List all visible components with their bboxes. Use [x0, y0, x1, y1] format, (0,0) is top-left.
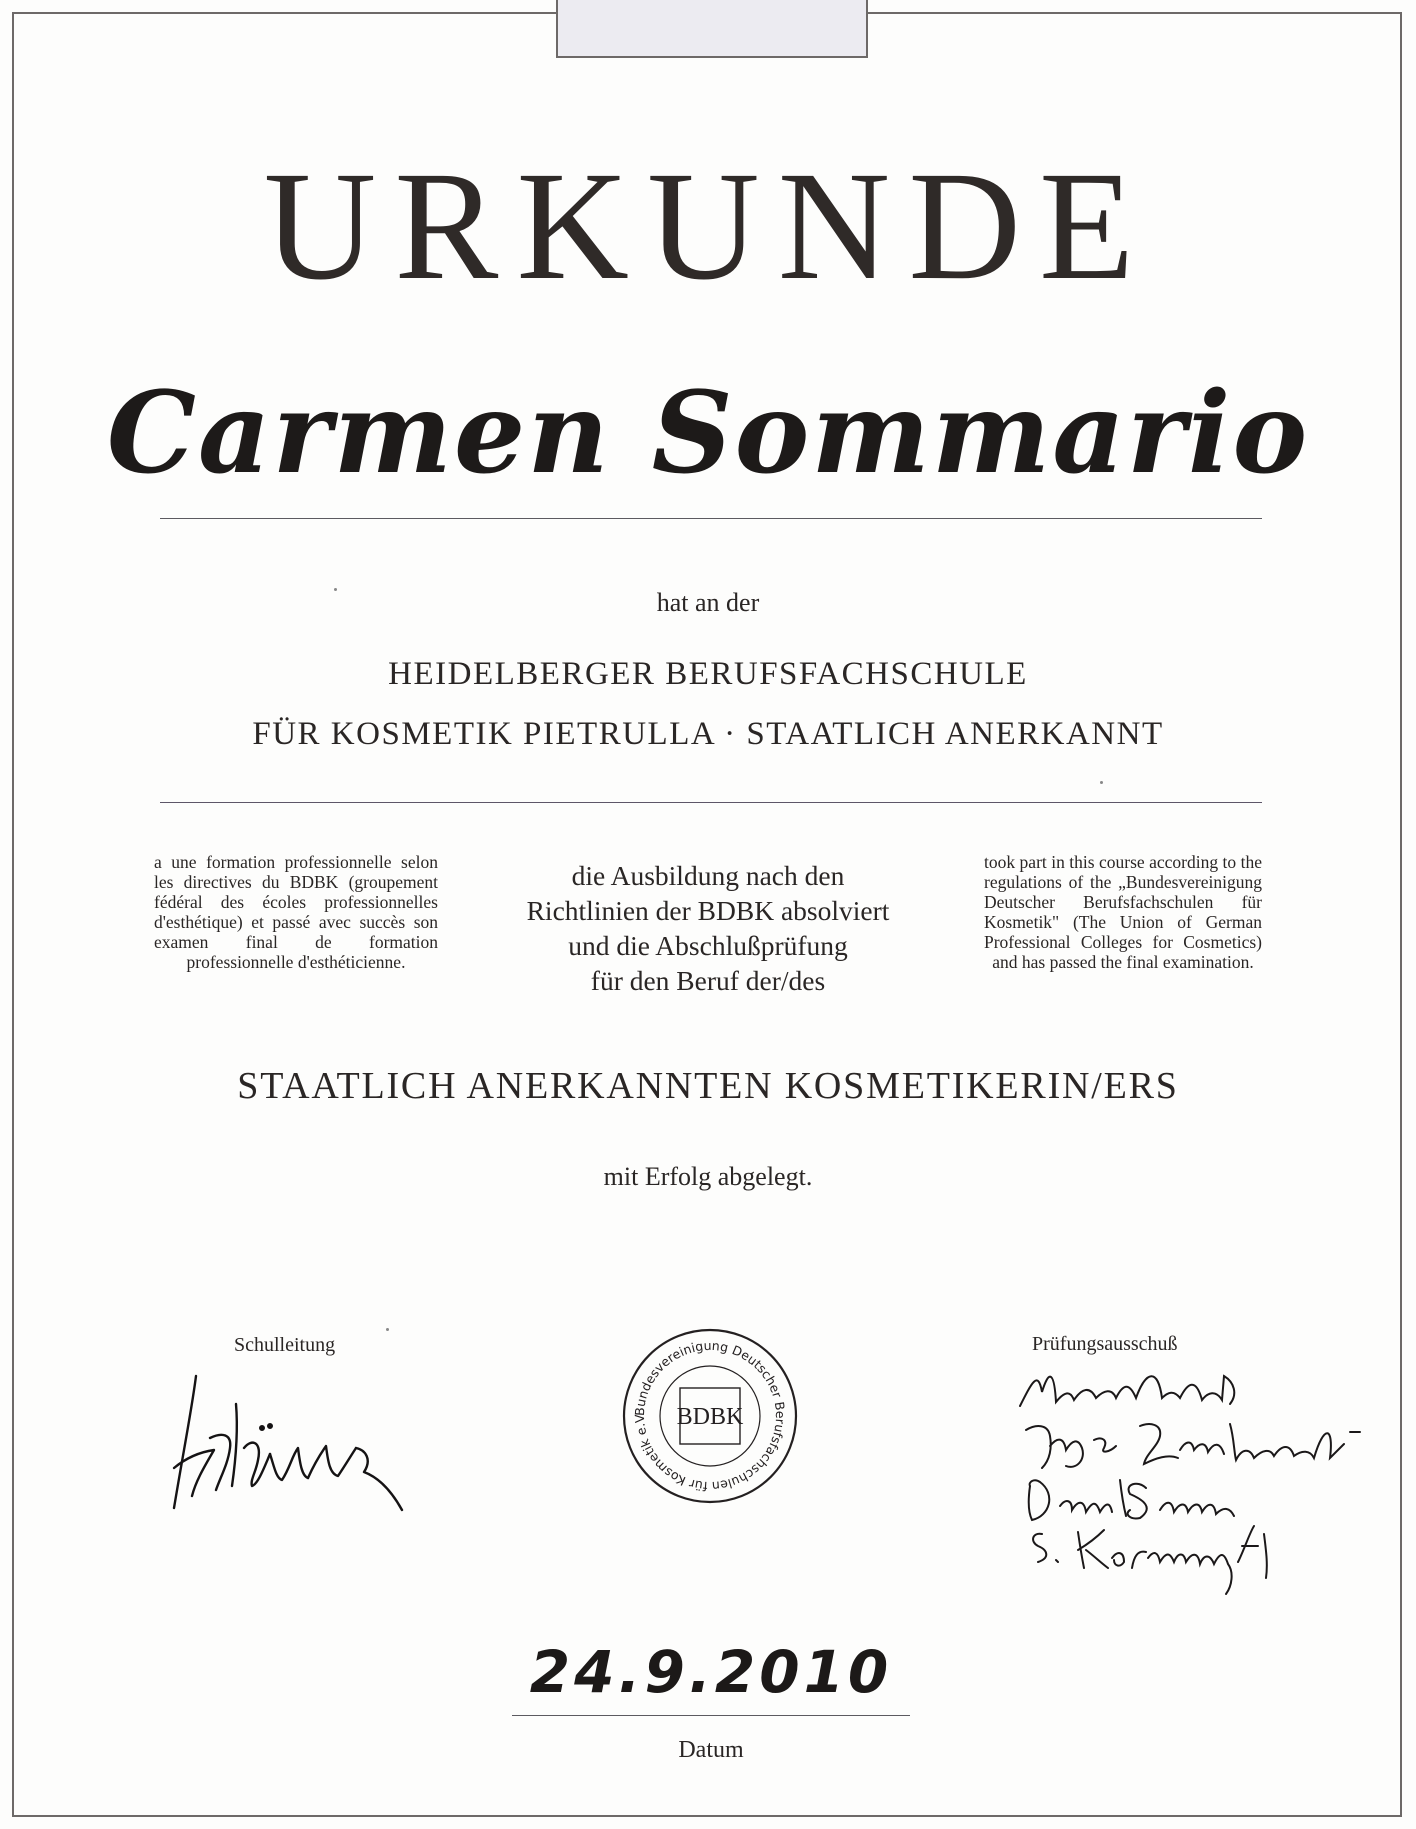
- profession-title: STAATLICH ANERKANNTEN KOSMETIKERIN/ERS: [237, 1065, 1179, 1107]
- school-management-label: Schulleitung: [234, 1334, 336, 1356]
- german-text: [474, 858, 942, 998]
- bdbk-seal: [620, 1326, 800, 1506]
- committee-signature-1: [1012, 1362, 1292, 1414]
- committee-signature-3: [1020, 1470, 1290, 1526]
- school-divider: [160, 802, 1262, 803]
- paper-speck: [334, 588, 337, 591]
- english-text: took part in this course according to the regulations of the „Bundesvereinigung Deutscher Berufsfachschulen für Kosmetik" (The Union of German Professional Colleges for Cosmetics) and has passed the final examination.: [984, 852, 1262, 972]
- recipient-name: Carmen Sommario: [106, 368, 1310, 499]
- committee-signature-2: [1020, 1414, 1380, 1472]
- school-name-line2: FÜR KOSMETIK PIETRULLA · STAATLICH ANERKANNT: [252, 716, 1164, 752]
- school-name-line1: HEIDELBERGER BERUFSFACHSCHULE: [388, 656, 1028, 692]
- date-label: Datum: [678, 1737, 744, 1763]
- seal-ring-text: Bundesvereinigung Deutscher Berufsfachschulen für Kosmetik e.V: [631, 1337, 789, 1495]
- paper-speck: [386, 1328, 389, 1331]
- german-text-line: für den Beruf der/des: [590, 965, 826, 996]
- german-text-line: Richtlinien der BDBK absolviert: [526, 895, 890, 926]
- french-text: a une formation professionnelle selon les directives du BDBK (groupement fédéral des écoles professionnelles d'esthétique) et passé avec succès son examen final de formation professionnelle d'esthéticienne.: [154, 852, 438, 972]
- committee-signature-4: [1028, 1522, 1298, 1598]
- examination-board-label: Prüfungsausschuß: [1032, 1333, 1178, 1355]
- german-text-line: und die Abschlußprüfung: [568, 930, 848, 961]
- top-tab: [556, 0, 868, 58]
- name-underline: [160, 518, 1262, 519]
- certificate-title: URKUNDE: [263, 139, 1153, 312]
- issue-date: 24.9.2010: [529, 1638, 893, 1706]
- school-director-signature: [166, 1368, 416, 1518]
- seal-logo: BDBK: [676, 1404, 744, 1430]
- paper-speck: [1100, 781, 1103, 784]
- intro-text: hat an der: [656, 588, 760, 617]
- german-text-line: die Ausbildung nach den: [571, 860, 845, 891]
- date-underline: [512, 1715, 910, 1716]
- outcome-text: mit Erfolg abgelegt.: [603, 1162, 813, 1191]
